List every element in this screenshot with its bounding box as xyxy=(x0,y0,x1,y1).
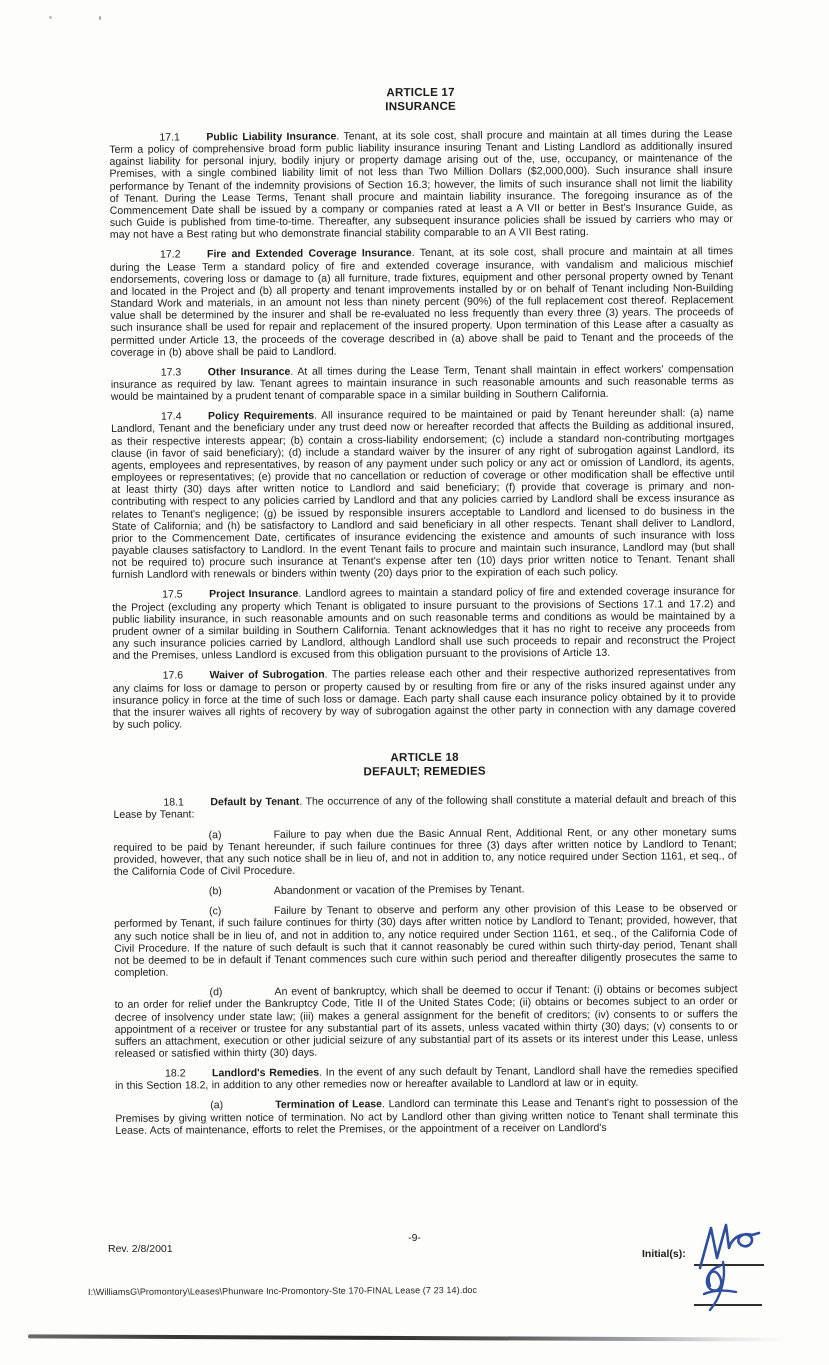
section-number: 17.2 xyxy=(159,248,181,262)
section-heading: Project Insurance xyxy=(209,588,299,601)
section-17-5-paragraph xyxy=(112,586,735,663)
section-17-2-paragraph xyxy=(110,246,734,359)
scan-speck xyxy=(99,16,101,20)
section-text: . All insurance required to be maintained or paid by Tenant hereunder shall: (a) name Landlord, Tenant and the beneficiary under any trust deed now or hereafter recorded that affects the Building as additional insured, as their respective interests appear; (b) contain a cross-liability endorsement; (c) include a standard non-contributing mortgages clause (in favor of said beneficiary); (d) include a standard waiver by the insurer of any right of subrogation against Landlord, its agents, employees and representatives, by reason of any payment under such policy or any act or omission of Landlord, its agents, employees or representatives; (e) provide that no cancellation or reduction of coverage or other modification shall be effective until at least thirty (30) days after written notice to Landlord and said beneficiary; (f) provide that coverage is primary and non-contributing with respect to any policies carried by Landlord and that any policies carried by Landlord shall be excess insurance as relates to Tenant's negligence; (g) be issued by responsible insurers acceptable to Landlord and licensed to do business in the State of California; and (h) be satisfactory to Landlord and said beneficiary in all other respects. Tenant shall deliver to Landlord, prior to the Commencement Date, certificates of insurance evidencing the existence and amounts of such insurance with loss payable clauses satisfactory to Landlord. In the event Tenant fails to procure and maintain such insurance, Landlord may (but shall not be required to) procure such insurance at Tenant's expense after ten (10) days prior written notice to Tenant. Tenant shall furnish Landlord with renewals or binders within twenty (20) days prior to the expiration of each such policy. xyxy=(111,407,735,582)
section-heading: Waiver of Subrogation xyxy=(209,669,325,682)
item-text: Abandonment or vacation of the Premises by Tenant. xyxy=(273,883,525,898)
item-heading: Termination of Lease xyxy=(275,1098,383,1112)
revision-date: Rev. 2/8/2001 xyxy=(108,1243,173,1255)
section-heading: Public Liability Insurance xyxy=(206,130,337,144)
item-text: Failure to pay when due the Basic Annual Rent, Additional Rent, or any other monetary sums required to be paid by Tenant hereunder, if such failure continues for three (3) days after written notice by Landlord to Tenant; provided, however, that any such notice shall be in lieu of, and not in addition to, any notice required under Section 1161, et seq., of the California Code of Civil Procedure. xyxy=(113,825,737,878)
section-text: . Landlord agrees to maintain a standard policy of fire and extended coverage insurance for the Project (excluding any property which Tenant is obligated to insure pursuant to the provisions of Sections 17.1 and 17.2) and public liability insurance, in such reasonable amounts and on such reasonable terms and conditions as would be maintained by a prudent owner of a similar building in Southern California. Tenant acknowledges that it has no right to receive any proceeds from any such insurance policies carried by Landlord, although Landlord shall use such proceeds to repair and reconstruct the Project and the Premises, unless Landlord is excused from this obligation pursuant to the provisions of Article 13. xyxy=(112,585,736,663)
item-letter: (c) xyxy=(209,905,222,918)
section-17-6-paragraph xyxy=(113,666,736,731)
initial-line-1 xyxy=(694,1218,764,1266)
default-item-d xyxy=(114,983,737,1060)
initial-line-2 xyxy=(694,1266,762,1306)
scan-artifact-line xyxy=(28,1334,788,1341)
handwritten-initials-2 xyxy=(696,1260,748,1312)
initials-area xyxy=(694,1218,770,1306)
section-text: . The occurrence of any of the following shall constitute a material default and breach of this Lease by Tenant: xyxy=(113,793,737,822)
section-number: 17.5 xyxy=(162,588,183,602)
section-heading: Landlord's Remedies xyxy=(211,1066,320,1080)
item-letter: (a) xyxy=(210,1099,224,1112)
section-text: . Tenant, at its sole cost, shall procure and maintain at all times during the Lease Term a standard policy of fire and extended coverage insurance, with vandalism and malicious mischief endorsements, covering loss or damage to (a) all furniture, trade fixtures, equipment and other personal property owned by Tenant and located in the Project and (b) all property and tenant improvements installed by or on behalf of Tenant including Non-Building Standard Work and materials, in an amount not less than ninety percent (90%) of the full replacement cost thereof. Replacement value shall be determined by the insurer and shall be re-evaluated no less frequently than every three (3) years. The proceeds of such insurance shall be used for repair and replacement of the insured property. Upon termination of this Lease after a casualty as permitted under Article 13, the proceeds of the coverage described in (a) above shall be paid to Tenant and the proceeds of the coverage in (b) above shall be paid to Landlord. xyxy=(110,245,734,359)
section-18-1-paragraph xyxy=(113,793,736,821)
section-heading: Fire and Extended Coverage Insurance xyxy=(206,247,412,261)
remedy-item-a xyxy=(115,1097,738,1137)
article-18-title: ARTICLE 18 xyxy=(390,750,459,765)
item-text: Failure by Tenant to observe and perform any other provision of this Lease to be observed or performed by Tenant, if such failure continues for thirty (30) days after written notice by Landlord to Tenant; provided, however, that any such notice shall be in lieu of, and not in addition to, any notice required under Section 1161, et seq., of the California Code of Civil Procedure. If the nature of such default is such that it cannot reasonably be cured within such thirty-day period, Tenant shall not be deemed to be in default if Tenant commences such cure within such period and thereafter diligently prosecutes the same to completion. xyxy=(114,902,738,979)
section-number: 17.6 xyxy=(162,669,184,682)
section-heading: Policy Requirements xyxy=(207,409,315,423)
section-text: . Tenant, at its sole cost, shall procure and maintain at all times during the Lease Term a policy of comprehensive broad form public liability insurance insuring Tenant and Listing Landlord as additionally insured against liability for personal injury, bodily injury or property damage arising out of the, use, occupancy, or maintenance of the Premises, with a single combined liability limit of not less than Two Million Dollars ($2,000,000). Such insurance shall insure performance by Tenant of the indemnity provisions of Section 16.3; however, the limits of such insurance shall not limit the liability of Tenant. During the Lease Terms, Tenant shall procure and maintain liability insurance. The foregoing insurance as of the Commencement Date shall be issued by a company or companies rated at least a A VII or better in Best's Insurance Guide, as such Guide is published from time-to-time. Thereafter, any subsequent insurance policies shall be issued by carriers who may or may not have a Best rating but who demonstrate financial stability comparable to an A VII Best rating. xyxy=(109,128,733,242)
default-item-c xyxy=(114,902,737,979)
page-number: -9- xyxy=(408,1232,421,1244)
section-number: 17.1 xyxy=(159,131,180,144)
default-item-a xyxy=(114,826,737,878)
item-letter: (d) xyxy=(209,986,223,999)
item-letter: (b) xyxy=(208,885,222,898)
section-number: 18.2 xyxy=(164,1067,186,1080)
item-text: An event of bankruptcy, which shall be deemed to occur if Tenant: (i) obtains or becomes subject to an order for relief under the Bankruptcy Code, Title II of the United States Code; (ii) obtains or becomes subject to an order or decree of insolvency under state law; (iii) makes a general assignment for the benefit of creditors; (iv) consents to or suffers the appointment of a receiver or trustee for any substantial part of its assets, unless vacated within thirty (30) days; (v) consents to or suffers an attachment, execution or other judicial seizure of any substantial part of its assets or its interest under this Lease, unless released or satisfied within thirty (30) days. xyxy=(114,983,738,1060)
scan-speck xyxy=(49,16,52,19)
article-17-title: ARTICLE 17 xyxy=(386,85,455,100)
item-text: . Landlord can terminate this Lease and Tenant's right to possession of the Premises by giving written notice of termination. No act by Landlord other than giving written notice to Tenant shall terminate this Lease. Acts of maintenance, efforts to relet the Premises, or the appointment of a receiver on Landlord's xyxy=(115,1096,739,1137)
section-18-2-paragraph xyxy=(115,1064,738,1092)
section-text: . At all times during the Lease Term, Tenant shall maintain in effect workers' compensation insurance as required by law. Tenant agrees to maintain insurance in such reasonable amounts and such reasonable terms as would be maintained by a prudent tenant of comparable space in a similar building in Southern California. xyxy=(110,362,734,404)
document-file-path: I:\WilliamsG\Promontory\Leases\Phunware Inc-Promontory-Ste 170-FINAL Lease (7 23 14).doc xyxy=(87,1284,478,1298)
document-body xyxy=(109,84,738,1145)
item-letter: (a) xyxy=(208,828,222,841)
section-17-3-paragraph xyxy=(111,363,734,403)
initials-label: Initial(s): xyxy=(642,1248,686,1260)
article-17-subtitle: INSURANCE xyxy=(385,99,457,114)
section-number: 17.3 xyxy=(160,366,182,379)
section-17-4-paragraph xyxy=(111,407,735,581)
section-heading: Default by Tenant xyxy=(210,795,300,809)
section-17-1-paragraph xyxy=(109,128,733,241)
section-heading: Other Insurance xyxy=(207,365,291,379)
section-text: . In the event of any such default by Tenant, Landlord shall have the remedies specified in this Section 18.2, in addition to any other remedies now or hereafter available to Landlord at law or in equity. xyxy=(115,1064,739,1093)
article-18-subtitle: DEFAULT; REMEDIES xyxy=(363,764,486,779)
section-text: . The parties release each other and their respective authorized representatives from any claims for loss or damage to person or property caused by or resulting from fire or any of the risks insured against under any insurance policy in force at the time of such loss or damage. Each party shall cause each insurance policy obtained by it to provide that the insurer waives all rights of recovery by way of subrogation against the other party in connection with any damage covered by such policy. xyxy=(112,666,736,731)
section-number: 17.4 xyxy=(160,410,182,423)
section-number: 18.1 xyxy=(163,796,184,809)
default-item-b xyxy=(114,882,737,898)
